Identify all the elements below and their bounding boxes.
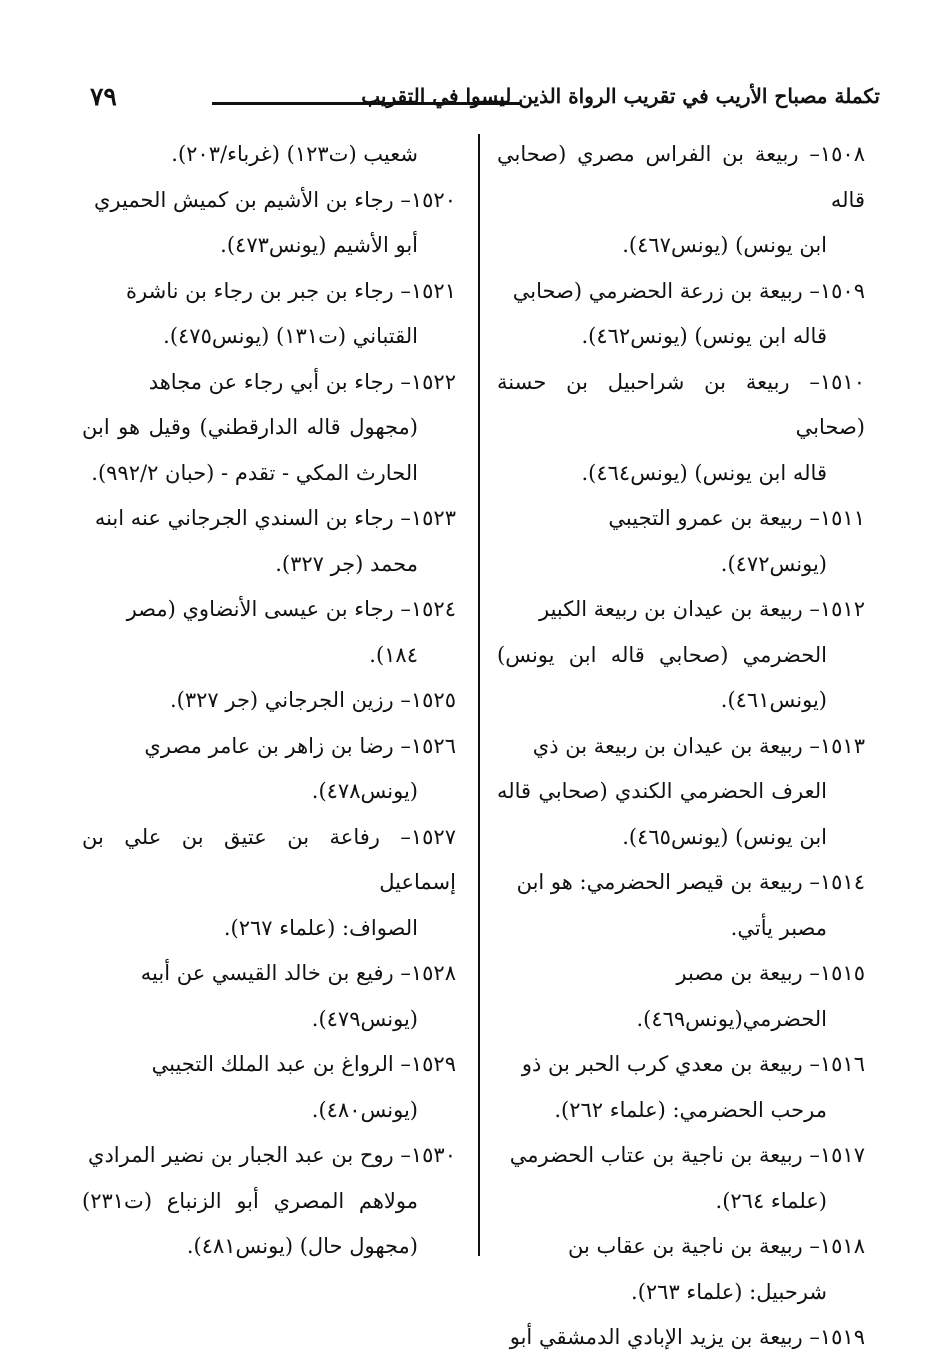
entry-cont: (يونس٤٧٩).: [311, 1006, 418, 1031]
entry-cont: (يونس٤٨٠).: [311, 1097, 418, 1122]
entry-1516: [497, 1042, 865, 1133]
entry-1530: [82, 1133, 456, 1270]
entry-head: ١٥٠٨– ربيعة بن الفراس مصري (صحابي قاله: [497, 142, 865, 212]
entry-cont: (مجهول قاله الدارقطني) وقيل هو ابن الحارث المكي - تقدم - (حبان ٩٩٢/٢).: [82, 415, 418, 485]
entry-1523: [82, 496, 456, 587]
entry-cont: مصبر يأتي.: [730, 915, 827, 940]
entry-1519-continued: [82, 132, 456, 178]
right-column: [497, 132, 865, 1361]
entry-cont: شرحبيل: (علماء ٢٦٣).: [631, 1279, 827, 1304]
entry-cont: مرحب الحضرمي: (علماء ٢٦٢).: [554, 1097, 827, 1122]
entry-head: ١٥١٢– ربيعة بن عيدان بن ربيعة الكبير: [539, 597, 865, 621]
entry-head: ١٥٣٠– روح بن عبد الجبار بن نضير المرادي: [88, 1143, 456, 1167]
entry-cont: (يونس٤٧٢).: [720, 551, 827, 576]
entry-1520: [82, 178, 456, 269]
entry-head: ١٥٢٠– رجاء بن الأشيم بن كميش الحميري: [94, 187, 456, 212]
entry-head: ١٥٢٨– رفيع بن خالد القيسي عن أبيه: [140, 961, 456, 985]
entry-head: ١٥١٩– ربيعة بن يزيد الإبادي الدمشقي أبو: [509, 1325, 865, 1349]
entry-1527: [82, 815, 456, 952]
entry-1524: [82, 587, 456, 678]
left-column: [82, 132, 456, 1270]
entry-cont: مولاهم المصري أبو الزنباع (ت٢٣١) (مجهول حال) (يونس٤٨١).: [82, 1188, 418, 1258]
entry-1517: [497, 1133, 865, 1224]
entry-1511: [497, 496, 865, 587]
page-header: [72, 82, 880, 122]
entry-head: ١٥٢٤– رجاء بن عيسى الأنضاوي (مصر: [126, 597, 456, 621]
entry-1515: [497, 951, 865, 1042]
entry-cont: الحضرمي(يونس٤٦٩).: [636, 1006, 827, 1031]
entry-1521: [82, 269, 456, 360]
entry-cont: ١٨٤).: [369, 642, 418, 667]
entry-cont: الحضرمي (صحابي قاله ابن يونس) (يونس٤٦١).: [497, 642, 827, 712]
entry-head: ١٥٢٩– الرواغ بن عبد الملك التجيبي: [151, 1052, 456, 1076]
entry-head: ١٥٢١– رجاء بن جبر بن رجاء بن ناشرة: [126, 278, 456, 303]
entry-head: ١٥٢٧– رفاعة بن عتيق بن علي بن إسماعيل: [82, 824, 456, 894]
running-title: تكملة مصباح الأريب في تقريب الرواة الذين ليسوا في التقريب: [361, 84, 880, 108]
entry-1526: [82, 724, 456, 815]
entry-1508: [497, 132, 865, 269]
page-number: ٧٩: [90, 82, 117, 111]
entry-head: ١٥١٠– ربيعة بن شراحبيل بن حسنة (صحابي: [497, 369, 865, 439]
entry-cont: العرف الحضرمي الكندي (صحابي قاله ابن يونس) (يونس٤٦٥).: [497, 779, 827, 849]
entry-1514: [497, 860, 865, 951]
entry-cont: محمد (جر ٣٢٧).: [275, 551, 418, 576]
entry-head: ١٥١١– ربيعة بن عمرو التجيبي: [608, 506, 865, 530]
entry-cont: قاله ابن يونس) (يونس٤٦٢).: [581, 324, 827, 348]
entry-head: ١٥٢٥– رزين الجرجاني (جر ٣٢٧).: [169, 688, 456, 712]
entry-head: ١٥٢٢– رجاء بن أبي رجاء عن مجاهد: [148, 369, 456, 394]
entry-1512: [497, 587, 865, 724]
entry-1528: [82, 951, 456, 1042]
entry-cont: الصواف: (علماء ٢٦٧).: [223, 915, 418, 940]
entry-1510: [497, 360, 865, 497]
entry-cont: القتباني (ت١٣١) (يونس٤٧٥).: [163, 324, 418, 348]
entry-cont: ابن يونس) (يونس٤٦٧).: [622, 233, 827, 257]
entry-cont: (علماء ٢٦٤).: [715, 1188, 827, 1213]
entry-1518: [497, 1224, 865, 1315]
entry-head: ١٥١٨– ربيعة بن ناجية بن عقاب بن: [567, 1234, 865, 1258]
entry-1522: [82, 360, 456, 497]
entry-1529: [82, 1042, 456, 1133]
entry-head: ١٥٠٩– ربيعة بن زرعة الحضرمي (صحابي: [512, 278, 865, 303]
entry-cont: قاله ابن يونس) (يونس٤٦٤).: [581, 460, 827, 485]
entry-cont: أبو الأشيم (يونس٤٧٣).: [220, 233, 418, 257]
entry-head: ١٥١٣– ربيعة بن عيدان بن ربيعة بن ذي: [532, 733, 865, 758]
entry-head: ١٥١٤– ربيعة بن قيصر الحضرمي: هو ابن: [516, 870, 865, 894]
entry-head: ١٥١٥– ربيعة بن مصبر: [676, 961, 865, 985]
entry-head: ١٥١٦– ربيعة بن معدي كرب الحبر بن ذو: [521, 1052, 865, 1076]
column-divider: [478, 134, 480, 1256]
entry-cont: شعيب (ت١٢٣) (غرباء/٢٠٣).: [171, 142, 418, 166]
entry-head: ١٥١٧– ربيعة بن ناجية بن عتاب الحضرمي: [509, 1143, 865, 1167]
entry-head: ١٥٢٦– رضا بن زاهر بن عامر مصري: [144, 733, 456, 758]
entry-cont: (يونس٤٧٨).: [311, 779, 418, 803]
entry-1519: [497, 1315, 865, 1361]
entry-1525: [82, 678, 456, 724]
entry-1509: [497, 269, 865, 360]
entry-1513: [497, 724, 865, 861]
entry-head: ١٥٢٣– رجاء بن السندي الجرجاني عنه ابنه: [94, 506, 456, 530]
